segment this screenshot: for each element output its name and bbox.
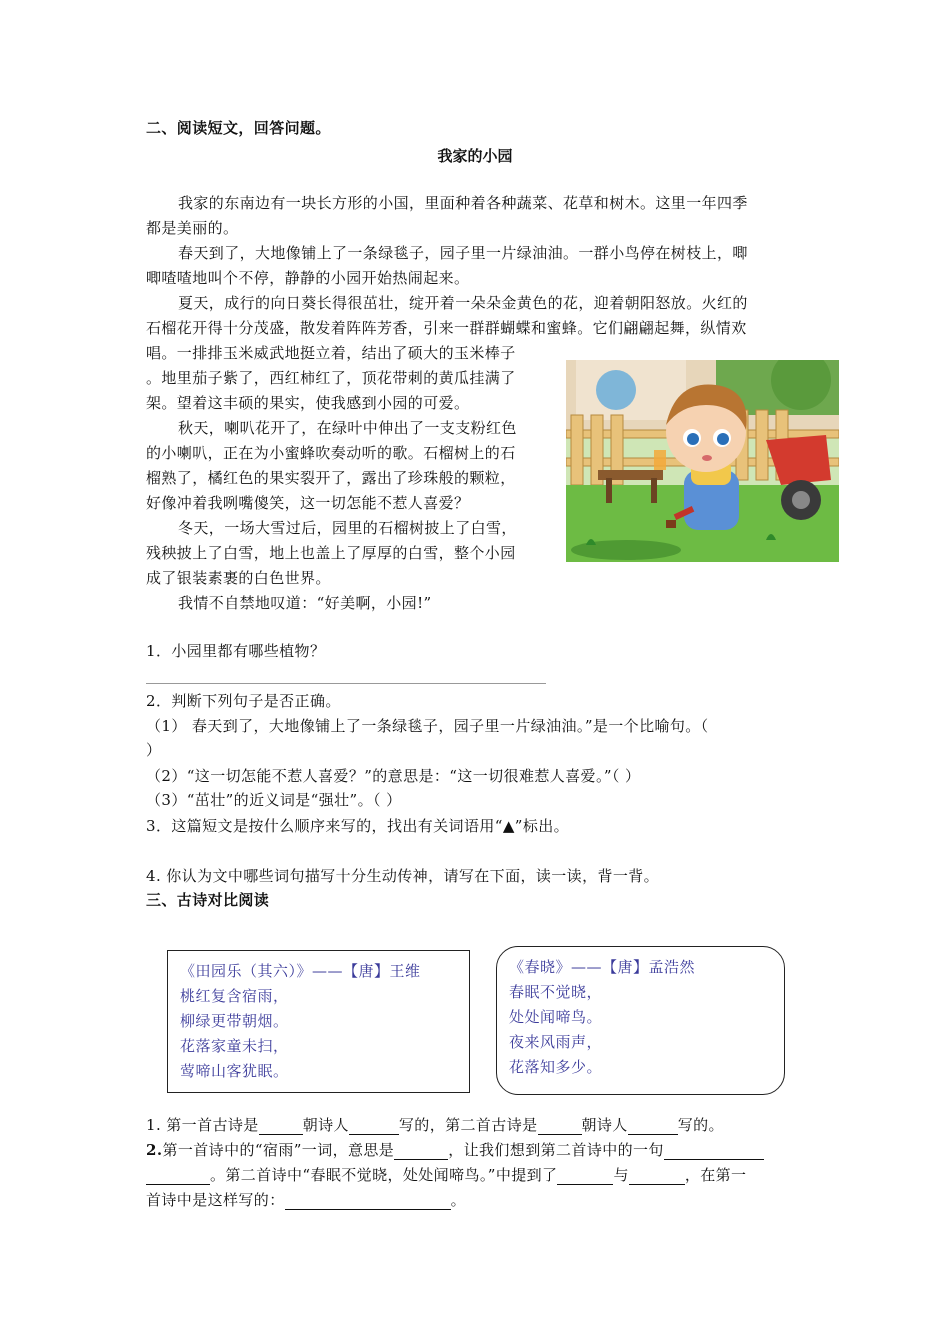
- paragraph-line: 榴熟了，橘红色的果实裂开了，露出了珍珠般的颗粒，: [146, 469, 516, 487]
- paragraph-line: 冬天，一场大雪过后，园里的石榴树披上了白雪，: [178, 519, 517, 537]
- poem-question-2-cont: 。第二首诗中“春眠不觉晓，处处闻啼鸟。”中提到了 与 ，在第一: [146, 1164, 746, 1185]
- paragraph-line: 春天到了，大地像铺上了一条绿毯子，园子里一片绿油油。一群小鸟停在树枝上，唧: [178, 244, 748, 262]
- paragraph-line: 成了银装素裹的白色世界。: [146, 569, 331, 587]
- paragraph-line: 架。望着这丰硕的果实，使我感到小园的可爱。: [146, 394, 470, 412]
- paragraph-line: 唧喳喳地叫个不停，静静的小园开始热闹起来。: [146, 269, 470, 287]
- poem-line: 柳绿更带朝烟。: [180, 1012, 289, 1030]
- answer-line[interactable]: [146, 683, 546, 684]
- answer-blank[interactable]: [628, 1114, 678, 1135]
- answer-blank[interactable]: [349, 1114, 399, 1135]
- poem-box-2: [496, 946, 785, 1095]
- paragraph-line: 的小喇叭，正在为小蜜蜂吹奏动听的歌。石榴树上的石: [146, 444, 516, 462]
- section-heading: 二、阅读短文，回答问题。: [146, 119, 331, 137]
- section-heading: 三、古诗对比阅读: [146, 891, 270, 909]
- paragraph-line: 秋天，喇叭花开了，在绿叶中伸出了一支支粉红色: [178, 419, 517, 437]
- poem-line: 夜来风雨声，: [509, 1033, 603, 1051]
- poem-box-1: [167, 950, 470, 1093]
- poem-question-1: 1. 第一首古诗是 朝诗人 写的，第二首古诗是 朝诗人 写的。: [146, 1116, 724, 1134]
- question-1: 1．小园里都有哪些植物？: [146, 642, 326, 660]
- question-2-3: （3）“茁壮”的近义词是“强壮”。（ ）: [146, 791, 402, 809]
- answer-blank[interactable]: [259, 1114, 303, 1135]
- poem-question-2: 2.第一首诗中的“宿雨”一词，意思是 ，让我们想到第二首诗中的一句: [146, 1139, 764, 1160]
- poem-line: 处处闻啼鸟。: [509, 1008, 603, 1026]
- poem-line: 莺啼山客犹眠。: [180, 1062, 289, 1080]
- answer-blank[interactable]: [664, 1139, 764, 1160]
- answer-blank[interactable]: [557, 1164, 613, 1185]
- passage-title: 我家的小园: [437, 147, 513, 165]
- answer-blank[interactable]: [146, 1164, 210, 1185]
- question-4: 4. 你认为文中哪些词句描写十分生动传神，请写在下面，读一读，背一背。: [146, 867, 660, 885]
- answer-blank[interactable]: [538, 1114, 582, 1135]
- poem-title: 《春晓》——【唐】孟浩然: [509, 958, 696, 976]
- paragraph-line: 唱。一排排玉米威武地挺立着，结出了硕大的玉米棒子: [146, 344, 516, 362]
- poem-question-2-end: 首诗中是这样写的： 。: [146, 1191, 467, 1209]
- question-3: 3．这篇短文是按什么顺序来写的，找出有关词语用“▲”标出。: [146, 817, 570, 835]
- answer-blank[interactable]: [285, 1189, 451, 1210]
- paragraph-line: 好像冲着我咧嘴傻笑，这一切怎能不惹人喜爱？: [146, 494, 470, 512]
- paragraph-line: 夏天，成行的向日葵长得很茁壮，绽开着一朵朵金黄色的花，迎着朝阳怒放。火红的: [178, 294, 748, 312]
- poem-line: 春眠不觉晓，: [509, 983, 603, 1001]
- answer-blank[interactable]: [629, 1164, 685, 1185]
- poem-line: 桃红复含宿雨，: [180, 987, 289, 1005]
- garden-girl-illustration: [566, 360, 839, 562]
- paragraph-line: 都是美丽的。: [146, 219, 239, 237]
- poem-title: 《田园乐（其六）》——【唐】王维: [180, 962, 421, 980]
- question-2-1-end: ）: [146, 741, 162, 759]
- paragraph-line: 残秧披上了白雪，地上也盖上了厚厚的白雪，整个小园: [146, 544, 516, 562]
- paragraph-line: 。地里茄子紫了，西红柿红了，顶花带刺的黄瓜挂满了: [146, 369, 516, 387]
- answer-blank[interactable]: [394, 1139, 448, 1160]
- question-2: 2．判断下列句子是否正确。: [146, 692, 341, 710]
- paragraph-line: 我情不自禁地叹道：“好美啊，小园!”: [178, 594, 432, 612]
- question-2-2: （2）“这一切怎能不惹人喜爱？”的意思是：“这一切很难惹人喜爱。”（ ）: [146, 767, 641, 785]
- poem-line: 花落知多少。: [509, 1058, 603, 1076]
- question-2-1: （1） 春天到了，大地像铺上了一条绿毯子，园子里一片绿油油。”是一个比喻句。（: [146, 717, 709, 735]
- paragraph-line: 我家的东南边有一块长方形的小国，里面种着各种蔬菜、花草和树木。这里一年四季: [178, 194, 748, 212]
- poem-line: 花落家童未扫，: [180, 1037, 289, 1055]
- paragraph-line: 石榴花开得十分茂盛，散发着阵阵芳香，引来一群群蝴蝶和蜜蜂。它们翩翩起舞，纵情欢: [146, 319, 747, 337]
